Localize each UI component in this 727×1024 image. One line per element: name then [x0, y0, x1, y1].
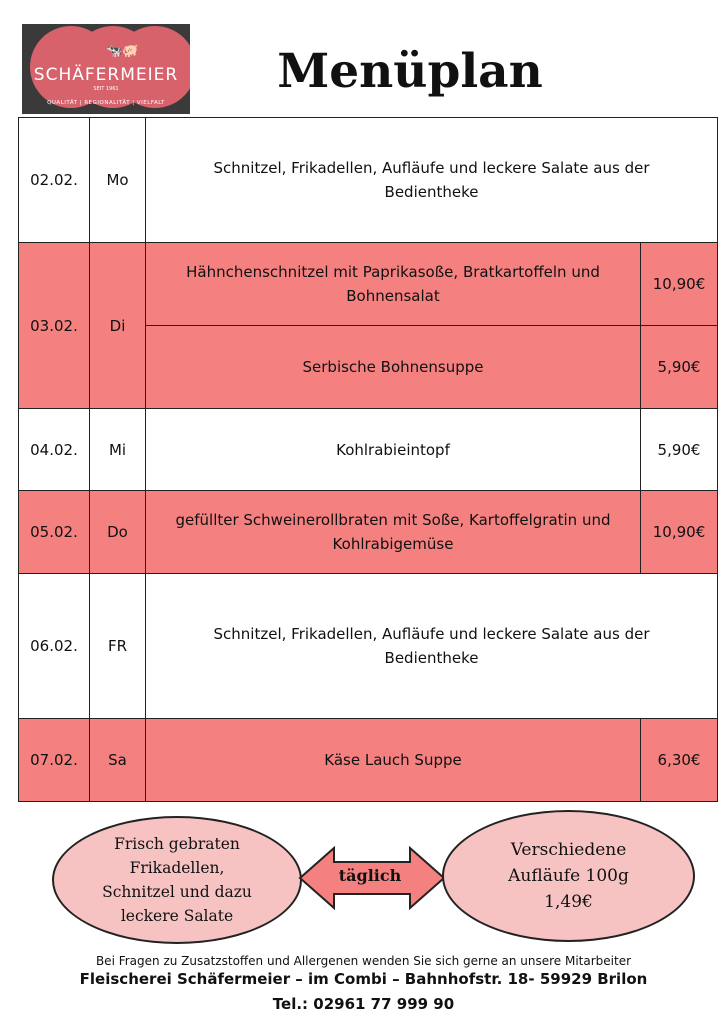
daily-dishes-ellipse — [52, 816, 302, 944]
price-cell: 10,90€ — [641, 243, 718, 326]
shop-phone: Tel.: 02961 77 999 90 — [272, 995, 455, 1013]
day-cell: Mi — [90, 409, 146, 491]
menu-row-friday — [19, 574, 718, 719]
day-cell: Di — [90, 243, 146, 409]
logo-brand: SCHÄFERMEIER — [33, 65, 179, 85]
allergen-note: Bei Fragen zu Zusatzstoffen und Allergenen wenden Sie sich gerne an unsere Mitarbeiter — [95, 954, 632, 968]
date-cell: 05.02. — [19, 491, 90, 574]
dish-cell: Kohlrabieintopf — [146, 409, 641, 491]
menu-row-thursday — [19, 491, 718, 574]
page-title: Menüplan — [277, 44, 543, 99]
menu-table — [18, 117, 718, 802]
dish-cell: Schnitzel, Frikadellen, Aufläufe und leckere Salate aus der Bedientheke — [146, 118, 718, 243]
date-cell: 04.02. — [19, 409, 90, 491]
menu-row-wednesday — [19, 409, 718, 491]
price-cell: 10,90€ — [641, 491, 718, 574]
menu-row-tuesday — [19, 243, 718, 326]
date-cell: 07.02. — [19, 719, 90, 802]
price-cell: 5,90€ — [641, 326, 718, 409]
menu-row-monday — [19, 118, 718, 243]
shop-address: Fleischerei Schäfermeier – im Combi – Bahnhofstr. 18- 59929 Brilon — [79, 970, 648, 988]
daily-label: täglich — [338, 866, 402, 885]
dish-cell: gefüllter Schweinerollbraten mit Soße, Kartoffelgratin und Kohlrabigemüse — [146, 491, 641, 574]
day-cell: Do — [90, 491, 146, 574]
date-cell: 02.02. — [19, 118, 90, 243]
casseroles-ellipse — [442, 810, 695, 942]
dish-cell: Hähnchenschnitzel mit Paprikasoße, Bratkartoffeln und Bohnensalat — [146, 243, 641, 326]
date-cell: 03.02. — [19, 243, 90, 409]
logo — [22, 24, 190, 114]
casseroles-text: Verschiedene Aufläufe 100g 1,49€ — [508, 840, 640, 912]
date-cell: 06.02. — [19, 574, 90, 719]
day-cell: FR — [90, 574, 146, 719]
farm-animals-icon: 🐄🐖 — [106, 44, 139, 59]
dish-cell: Serbische Bohnensuppe — [146, 326, 641, 409]
price-cell: 6,30€ — [641, 719, 718, 802]
price-cell: 5,90€ — [641, 409, 718, 491]
logo-since: SEIT 1961 — [93, 86, 119, 92]
day-cell: Sa — [90, 719, 146, 802]
dish-cell: Schnitzel, Frikadellen, Aufläufe und leckere Salate aus der Bedientheke — [146, 574, 718, 719]
day-cell: Mo — [90, 118, 146, 243]
daily-dishes-text: Frisch gebraten Frikadellen, Schnitzel und dazu leckere Salate — [102, 835, 252, 925]
logo-tagline: QUALITÄT | REGIONALITÄT | VIELFALT — [47, 100, 165, 106]
menu-row-saturday — [19, 719, 718, 802]
dish-cell: Käse Lauch Suppe — [146, 719, 641, 802]
